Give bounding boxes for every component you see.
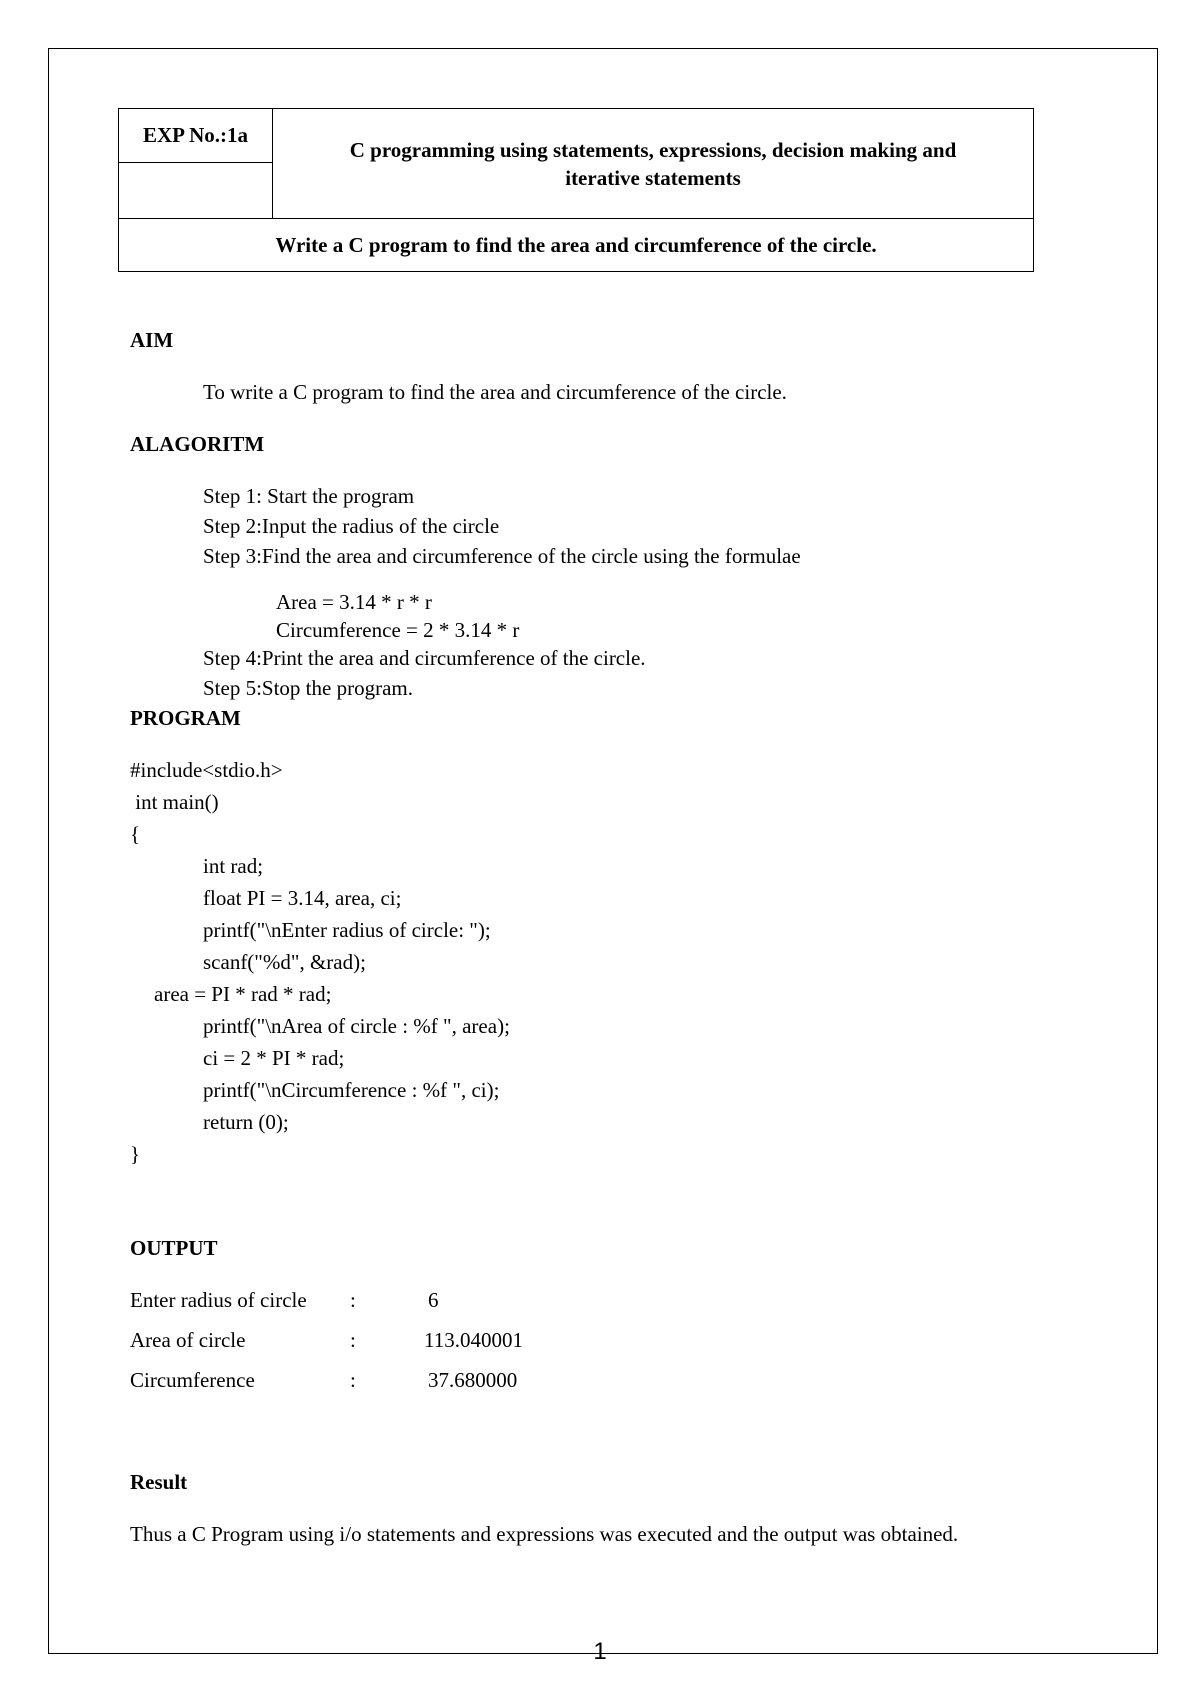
algorithm-step-4: Step 4:Print the area and circumference of the circle. <box>203 646 646 670</box>
code-line: scanf("%d", &rad); <box>203 950 366 974</box>
aim-text: To write a C program to find the area and circumference of the circle. <box>203 380 787 404</box>
code-line: } <box>130 1142 141 1166</box>
code-line: printf("\nArea of circle : %f ", area); <box>203 1014 510 1038</box>
result-text: Thus a C Program using i/o statements and expressions was executed and the output was obtained. <box>130 1522 959 1546</box>
program-heading: PROGRAM <box>130 706 241 730</box>
algorithm-step-1: Step 1: Start the program <box>203 484 415 508</box>
output-label: Area of circle <box>130 1328 246 1352</box>
code-line: printf("\nCircumference : %f ", ci); <box>203 1078 500 1102</box>
output-value: 113.040001 <box>424 1328 523 1352</box>
code-line: int rad; <box>203 854 264 878</box>
experiment-title-cell <box>273 109 1033 218</box>
page-number: 1 <box>593 1638 607 1665</box>
result-heading: Result <box>130 1470 188 1494</box>
formula-area: Area = 3.14 * r * r <box>276 590 432 614</box>
code-line: int main() <box>130 790 219 814</box>
output-label: Enter radius of circle <box>130 1288 307 1312</box>
output-colon: : <box>350 1368 356 1392</box>
page-border <box>48 48 1158 1654</box>
algorithm-step-3: Step 3:Find the area and circumference of the circle using the formulae <box>203 544 801 568</box>
code-line: float PI = 3.14, area, ci; <box>203 886 402 910</box>
aim-heading: AIM <box>130 328 174 352</box>
exp-number-cell: EXP No.:1a <box>119 109 273 163</box>
output-value: 37.680000 <box>428 1368 518 1392</box>
formula-circumference: Circumference = 2 * 3.14 * r <box>276 618 520 642</box>
code-line: return (0); <box>203 1110 289 1134</box>
experiment-title-line-2: iterative statements <box>565 165 741 190</box>
empty-date-cell <box>119 163 273 218</box>
algorithm-step-2: Step 2:Input the radius of the circle <box>203 514 500 538</box>
code-line: printf("\nEnter radius of circle: "); <box>203 918 491 942</box>
output-value: 6 <box>428 1288 439 1312</box>
output-colon: : <box>350 1328 356 1352</box>
experiment-title-line-1: C programming using statements, expressions, decision making and <box>349 137 957 162</box>
output-heading: OUTPUT <box>130 1236 218 1260</box>
experiment-header-table <box>118 108 1034 272</box>
output-colon: : <box>350 1288 356 1312</box>
algorithm-heading: ALAGORITM <box>130 432 265 456</box>
output-label: Circumference <box>130 1368 255 1392</box>
algorithm-step-5: Step 5:Stop the program. <box>203 676 413 700</box>
code-line: ci = 2 * PI * rad; <box>203 1046 345 1070</box>
code-line: area = PI * rad * rad; <box>154 982 332 1006</box>
question-cell: Write a C program to find the area and circumference of the circle. <box>119 218 1033 271</box>
code-line: #include<stdio.h> <box>130 758 283 782</box>
code-line: { <box>130 822 141 846</box>
